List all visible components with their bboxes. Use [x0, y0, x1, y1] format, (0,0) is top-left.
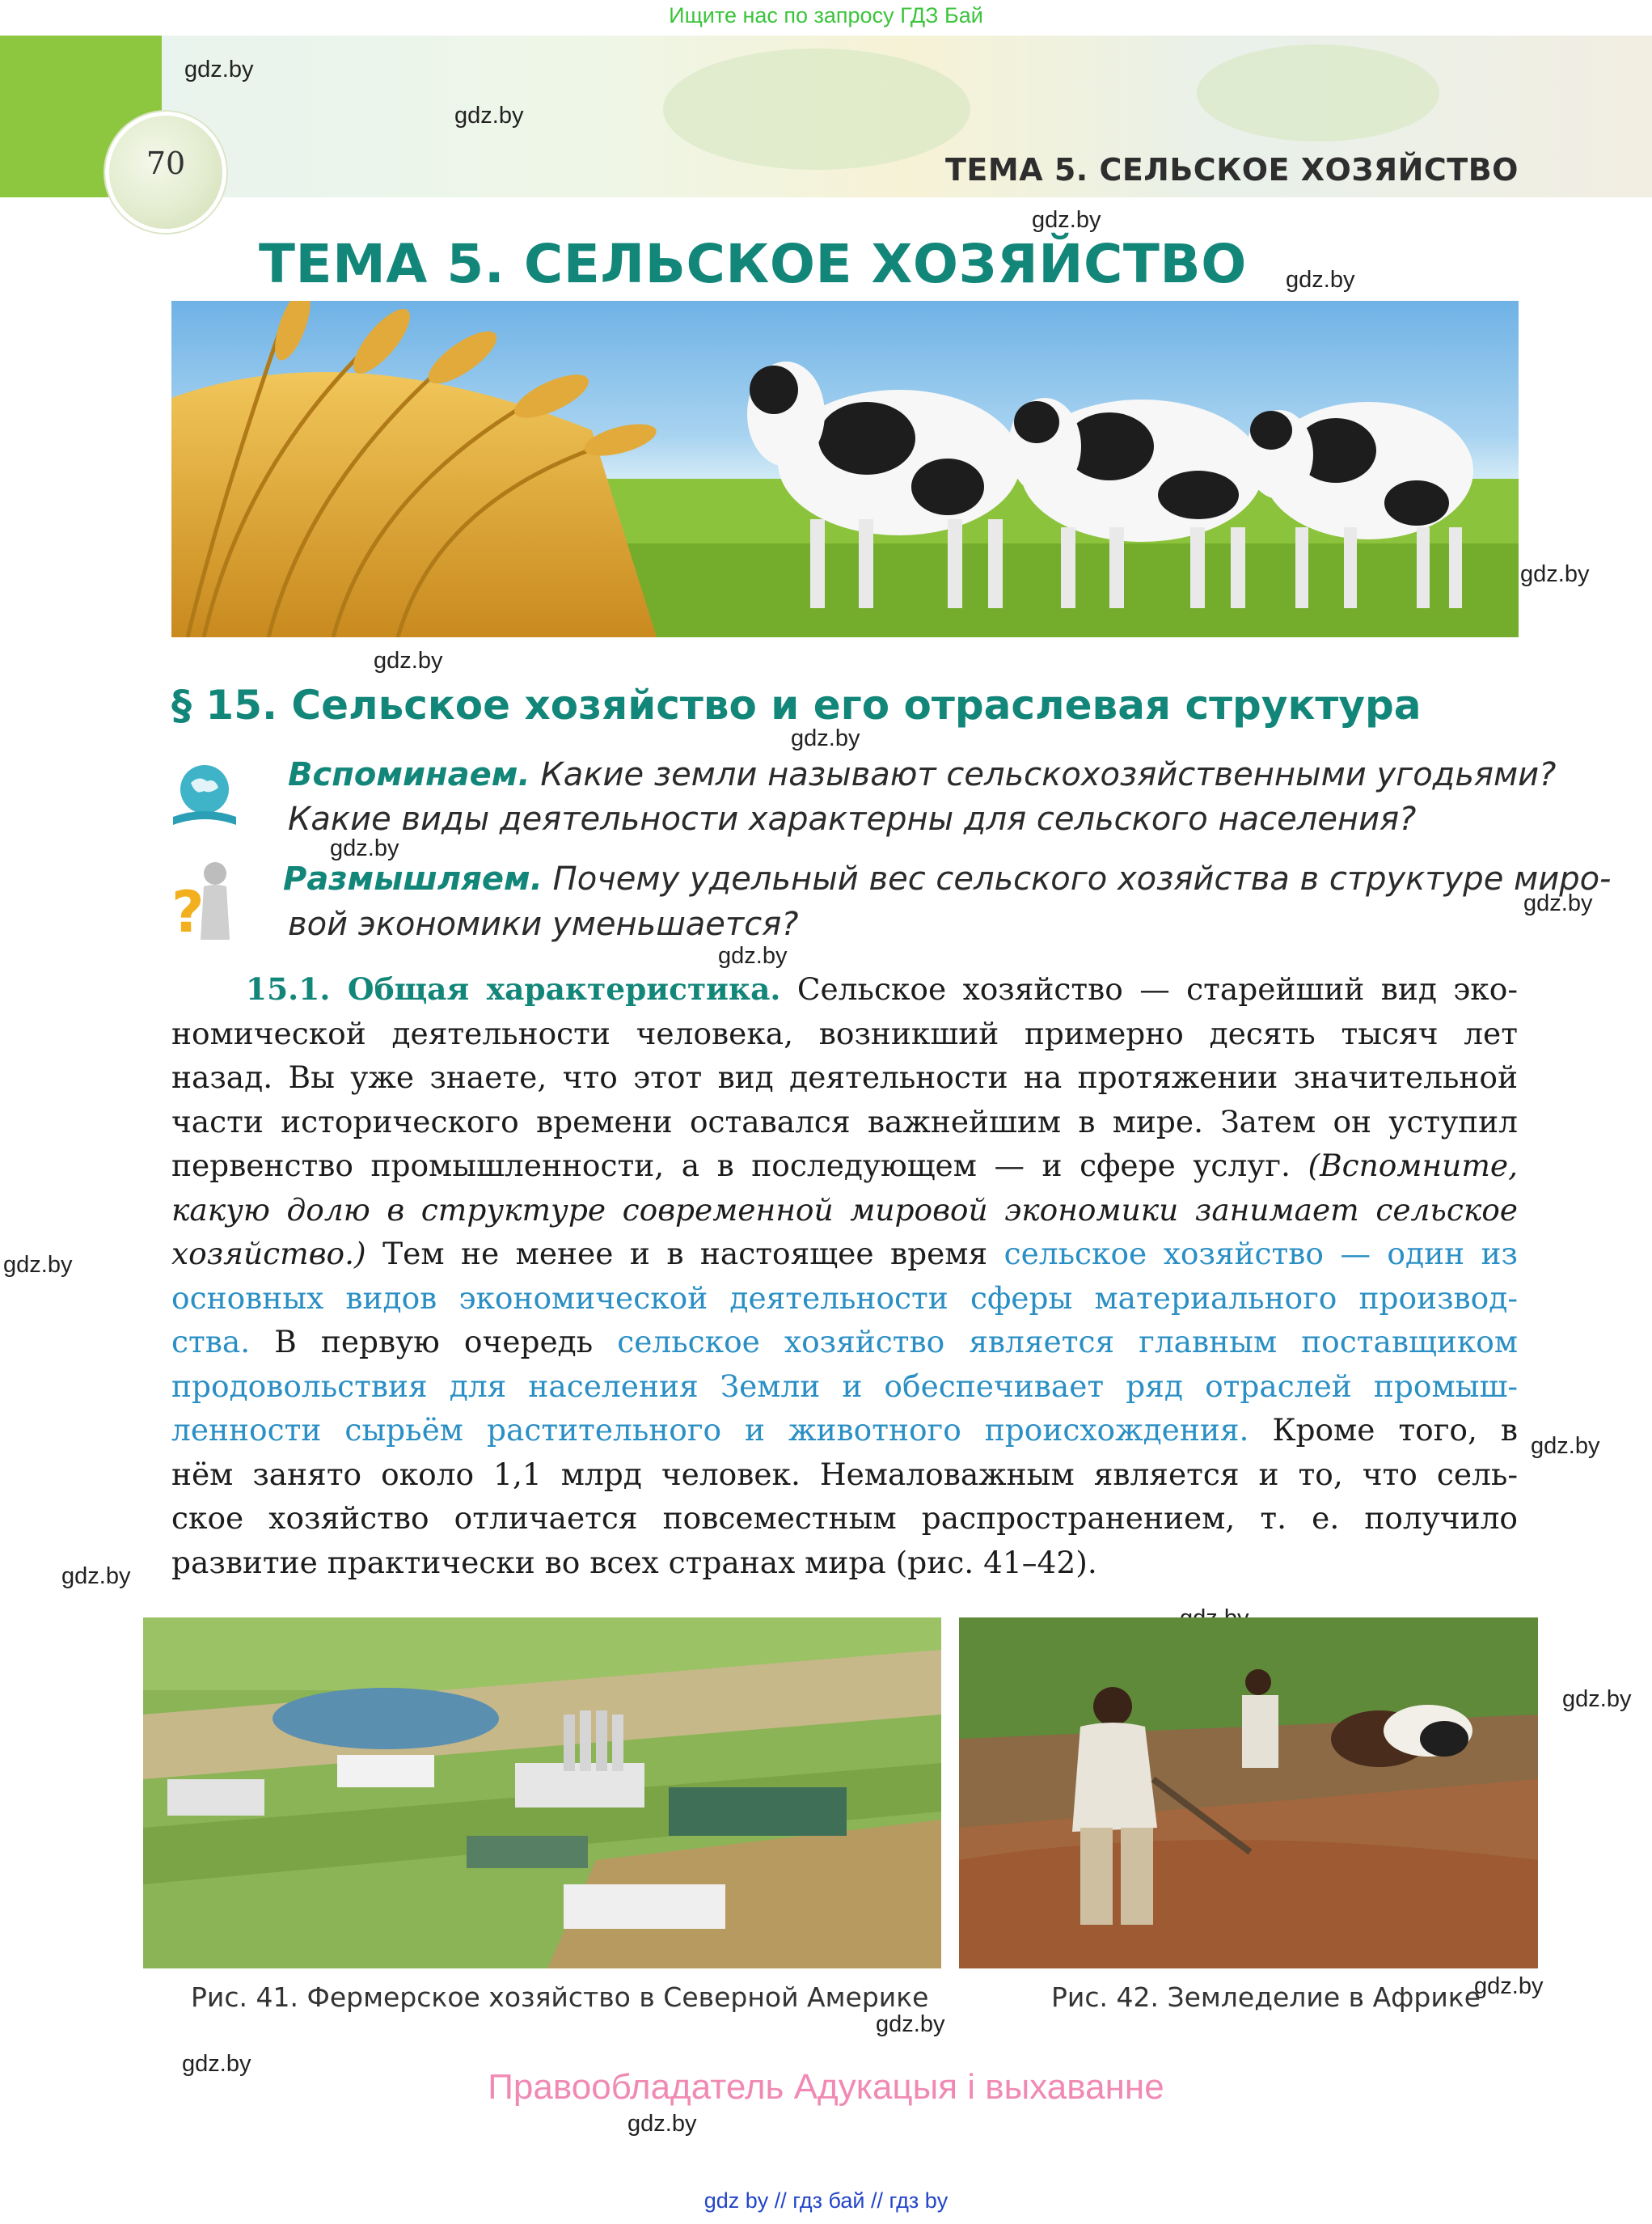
reflect-text-1: Почему удельный вес сельского хозяйства в структуре миро-	[552, 860, 1612, 898]
body-text: В первую очередь	[274, 1324, 594, 1359]
body-text: Кроме того, в	[1272, 1412, 1518, 1448]
reflect-text-2: вой экономики уменьшается?	[288, 906, 799, 943]
banner-wheat-cows-image	[171, 301, 1519, 637]
header-map-shape	[1197, 44, 1439, 142]
highlighted-definition: продовольствия для населения Земли и обеспечивает ряд отраслей промыш-	[171, 1368, 1518, 1404]
reflect-question-1	[283, 860, 1612, 898]
reflect-label: Размышляем.	[283, 860, 543, 898]
watermark: gdz.by	[1032, 207, 1101, 233]
highlighted-definition: сельское хозяйство — один из	[1003, 1236, 1519, 1271]
copyright-notice: Правообладатель Адукацыя і выхаванне	[488, 2067, 1164, 2107]
watermark: gdz.by	[454, 103, 524, 129]
body-line	[171, 1144, 1518, 1188]
book-globe-icon	[168, 759, 241, 831]
body-line	[171, 1408, 1518, 1452]
body-paragraph	[171, 967, 1518, 1584]
top-promo-link[interactable]: Ищите нас по запросу ГДЗ Бай	[669, 3, 983, 27]
watermark: gdz.by	[61, 1563, 131, 1589]
watermark: gdz.by	[1523, 890, 1593, 916]
africa-farming-photo	[959, 1617, 1538, 1968]
highlighted-definition: ства.	[171, 1324, 251, 1359]
watermark: gdz.by	[876, 2011, 945, 2037]
body-line	[171, 967, 1518, 1012]
farm-aerial-photo	[143, 1617, 941, 1968]
highlighted-definition: основных видов экономической деятельности сферы материального производ-	[171, 1279, 1518, 1316]
subsection-heading: 15.1. Общая характеристика.	[246, 971, 781, 1007]
body-line: номической деятельности человека, возникший примерно десять тысяч лет	[171, 1015, 1518, 1051]
watermark: gdz.by	[1474, 1973, 1544, 1999]
body-line: развитие практически во всех странах мира (рис. 41–42).	[171, 1544, 1097, 1580]
highlighted-definition: сельское хозяйство является главным поставщиком	[617, 1324, 1518, 1359]
section-title: § 15. Сельское хозяйство и его отраслевая структура	[171, 682, 1422, 729]
watermark: gdz.by	[184, 57, 254, 82]
recall-question-1	[288, 756, 1556, 793]
highlighted-definition: ленности сырьём растительного и животного происхождения.	[171, 1412, 1249, 1448]
watermark: gdz.by	[182, 2051, 251, 2077]
body-line: части исторического времени оставался важнейшим в мире. Затем он уступил	[171, 1103, 1518, 1139]
body-line: назад. Вы уже знаете, что этот вид деятельности на протяжении значительной	[171, 1059, 1518, 1095]
figure-41-caption: Рис. 41. Фермерское хозяйство в Северной Америке	[191, 1981, 929, 2013]
body-line: ское хозяйство отличается повсеместным распространением, т. е. получило	[171, 1500, 1518, 1536]
figure-42-caption: Рис. 42. Земледелие в Африке	[1051, 1981, 1481, 2013]
watermark: gdz.by	[718, 943, 788, 969]
chapter-title: ТЕМА 5. СЕЛЬСКОЕ ХОЗЯЙСТВО	[259, 233, 1247, 295]
watermark: gdz.by	[374, 648, 443, 674]
body-text: первенство промышленности, а в последующем — и сфере услуг.	[171, 1148, 1291, 1183]
body-line	[171, 1232, 1518, 1276]
watermark: gdz.by	[627, 2111, 697, 2137]
recall-text-1: Какие земли называют сельскохозяйственными угодьями?	[540, 756, 1557, 793]
header-map-shape	[663, 49, 970, 170]
body-italic-note: хозяйство.)	[171, 1236, 366, 1271]
running-header-topic: ТЕМА 5. СЕЛЬСКОЕ ХОЗЯЙСТВО	[945, 152, 1519, 188]
recall-text-2: Какие виды деятельности характерны для сельского населения?	[288, 801, 1417, 838]
watermark: gdz.by	[1531, 1433, 1600, 1459]
watermark: gdz.by	[1286, 267, 1355, 293]
recall-label: Вспоминаем.	[288, 756, 530, 793]
body-italic-note: (Вспомните,	[1308, 1148, 1519, 1183]
body-text: Тем не менее и в настоящее время	[382, 1236, 988, 1271]
footer-links[interactable]: gdz by // гдз бай // гдз by	[703, 2188, 949, 2213]
body-line	[171, 1320, 1518, 1364]
watermark: gdz.by	[3, 1252, 73, 1278]
body-line: нём занято около 1,1 млрд человек. Немаловажным является и то, что сель-	[171, 1456, 1518, 1492]
watermark: gdz.by	[1520, 561, 1590, 587]
banner-illustration	[171, 301, 1519, 637]
body-line: какую долю в структуре современной мировой экономики занимает сельское	[171, 1191, 1518, 1228]
watermark: gdz.by	[791, 725, 860, 751]
thinking-person-icon	[168, 859, 241, 945]
page-number: 70	[146, 146, 186, 181]
watermark: gdz.by	[330, 835, 399, 861]
svg-text:?: ?	[171, 879, 205, 945]
body-text: Сельское хозяйство — старейший вид эко-	[796, 971, 1518, 1007]
watermark: gdz.by	[1562, 1686, 1632, 1712]
